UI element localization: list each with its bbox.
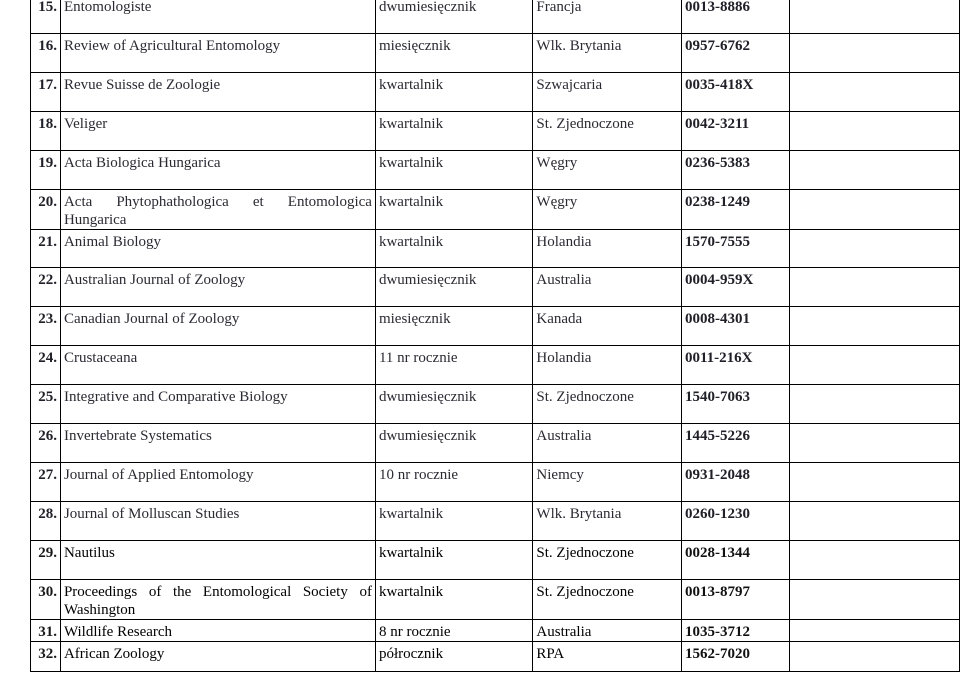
journal-title: Revue Suisse de Zoologie bbox=[60, 73, 375, 112]
journal-country: Szwajcaria bbox=[533, 73, 682, 112]
journal-country: Australia bbox=[533, 268, 682, 307]
empty-cell bbox=[789, 73, 959, 112]
row-number: 16. bbox=[31, 34, 61, 73]
table-row bbox=[31, 385, 960, 424]
empty-cell bbox=[789, 620, 959, 642]
journal-issn: 0013-8797 bbox=[681, 580, 789, 620]
journal-frequency: dwumiesięcznik bbox=[375, 268, 532, 307]
journal-title-line-1: Proceedings of the Entomological Society of bbox=[63, 584, 372, 600]
row-number: 21. bbox=[31, 230, 61, 268]
journal-frequency: 10 nr rocznie bbox=[375, 463, 532, 502]
journal-country: St. Zjednoczone bbox=[533, 385, 682, 424]
journal-frequency: kwartalnik bbox=[375, 190, 532, 230]
empty-cell bbox=[789, 580, 959, 620]
journal-frequency: półrocznik bbox=[375, 642, 532, 672]
row-number: 27. bbox=[31, 463, 61, 502]
journal-title: Review of Agricultural Entomology bbox=[60, 34, 375, 73]
table-row bbox=[31, 307, 960, 346]
row-number: 17. bbox=[31, 73, 61, 112]
empty-cell bbox=[789, 230, 959, 268]
journals-table-body bbox=[31, 0, 960, 672]
row-number: 26. bbox=[31, 424, 61, 463]
journal-country: Australia bbox=[533, 620, 682, 642]
journal-issn: 0004-959X bbox=[681, 268, 789, 307]
journal-title: Animal Biology bbox=[60, 230, 375, 268]
row-number: 31. bbox=[31, 620, 61, 642]
journal-title: African Zoology bbox=[60, 642, 375, 672]
row-number: 30. bbox=[31, 580, 61, 620]
row-number: 29. bbox=[31, 541, 61, 580]
empty-cell bbox=[789, 151, 959, 190]
empty-cell bbox=[789, 463, 959, 502]
journal-title: Australian Journal of Zoology bbox=[60, 268, 375, 307]
table-row bbox=[31, 268, 960, 307]
journal-title-line-2: Washington bbox=[63, 602, 136, 618]
empty-cell bbox=[789, 0, 959, 34]
journal-country: Wlk. Brytania bbox=[533, 34, 682, 73]
row-number: 23. bbox=[31, 307, 61, 346]
journal-issn: 0260-1230 bbox=[681, 502, 789, 541]
empty-cell bbox=[789, 307, 959, 346]
journal-issn: 0008-4301 bbox=[681, 307, 789, 346]
table-row bbox=[31, 620, 960, 642]
table-row bbox=[31, 642, 960, 672]
journal-frequency: kwartalnik bbox=[375, 151, 532, 190]
journal-frequency: kwartalnik bbox=[375, 230, 532, 268]
journal-country: Australia bbox=[533, 424, 682, 463]
journal-country: Węgry bbox=[533, 151, 682, 190]
journal-country: Holandia bbox=[533, 230, 682, 268]
journal-country: Węgry bbox=[533, 190, 682, 230]
journal-issn: 0011-216X bbox=[681, 346, 789, 385]
empty-cell bbox=[789, 502, 959, 541]
journal-issn: 0957-6762 bbox=[681, 34, 789, 73]
table-row bbox=[31, 151, 960, 190]
row-number: 25. bbox=[31, 385, 61, 424]
table-row bbox=[31, 73, 960, 112]
journal-title bbox=[60, 580, 375, 620]
journal-issn: 1540-7063 bbox=[681, 385, 789, 424]
journal-country: St. Zjednoczone bbox=[533, 112, 682, 151]
row-number: 22. bbox=[31, 268, 61, 307]
journal-frequency: miesięcznik bbox=[375, 307, 532, 346]
journal-country: RPA bbox=[533, 642, 682, 672]
empty-cell bbox=[789, 642, 959, 672]
empty-cell bbox=[789, 268, 959, 307]
journal-issn: 1445-5226 bbox=[681, 424, 789, 463]
journal-frequency: kwartalnik bbox=[375, 112, 532, 151]
journal-title: Journal of Applied Entomology bbox=[60, 463, 375, 502]
journal-country: Wlk. Brytania bbox=[533, 502, 682, 541]
journals-table bbox=[30, 0, 960, 672]
empty-cell bbox=[789, 385, 959, 424]
journal-frequency: dwumiesięcznik bbox=[375, 424, 532, 463]
journal-issn: 0238-1249 bbox=[681, 190, 789, 230]
journal-title-line-2: Hungarica bbox=[63, 212, 127, 228]
journal-frequency: miesięcznik bbox=[375, 34, 532, 73]
journal-country: Francja bbox=[533, 0, 682, 34]
journal-title: Entomologiste bbox=[60, 0, 375, 34]
journal-frequency: dwumiesięcznik bbox=[375, 0, 532, 34]
empty-cell bbox=[789, 424, 959, 463]
table-row bbox=[31, 230, 960, 268]
journal-issn: 0931-2048 bbox=[681, 463, 789, 502]
row-number: 20. bbox=[31, 190, 61, 230]
journal-title-line-1: Acta Phytophathologica et Entomologica bbox=[63, 194, 372, 210]
table-row bbox=[31, 502, 960, 541]
row-number: 18. bbox=[31, 112, 61, 151]
table-row bbox=[31, 580, 960, 620]
row-number: 15. bbox=[31, 0, 61, 34]
table-row bbox=[31, 0, 960, 34]
journal-frequency: dwumiesięcznik bbox=[375, 385, 532, 424]
journal-issn: 0035-418X bbox=[681, 73, 789, 112]
row-number: 28. bbox=[31, 502, 61, 541]
journal-issn: 1570-7555 bbox=[681, 230, 789, 268]
journal-title bbox=[60, 190, 375, 230]
empty-cell bbox=[789, 541, 959, 580]
table-row bbox=[31, 112, 960, 151]
journal-frequency: 11 nr rocznie bbox=[375, 346, 532, 385]
journal-frequency: kwartalnik bbox=[375, 502, 532, 541]
journal-title: Journal of Molluscan Studies bbox=[60, 502, 375, 541]
table-row bbox=[31, 34, 960, 73]
empty-cell bbox=[789, 34, 959, 73]
table-row bbox=[31, 190, 960, 230]
journal-frequency: kwartalnik bbox=[375, 73, 532, 112]
table-row bbox=[31, 463, 960, 502]
journal-title: Crustaceana bbox=[60, 346, 375, 385]
journal-issn: 0013-8886 bbox=[681, 0, 789, 34]
journal-title: Canadian Journal of Zoology bbox=[60, 307, 375, 346]
row-number: 24. bbox=[31, 346, 61, 385]
journal-issn: 0236-5383 bbox=[681, 151, 789, 190]
journal-issn: 0042-3211 bbox=[681, 112, 789, 151]
journal-country: Niemcy bbox=[533, 463, 682, 502]
journal-issn: 1035-3712 bbox=[681, 620, 789, 642]
journal-issn: 0028-1344 bbox=[681, 541, 789, 580]
journal-title: Acta Biologica Hungarica bbox=[60, 151, 375, 190]
journal-country: St. Zjednoczone bbox=[533, 541, 682, 580]
journal-country: Holandia bbox=[533, 346, 682, 385]
journal-issn: 1562-7020 bbox=[681, 642, 789, 672]
journal-country: St. Zjednoczone bbox=[533, 580, 682, 620]
empty-cell bbox=[789, 190, 959, 230]
row-number: 19. bbox=[31, 151, 61, 190]
journal-title: Nautilus bbox=[60, 541, 375, 580]
journal-title: Wildlife Research bbox=[60, 620, 375, 642]
journal-country: Kanada bbox=[533, 307, 682, 346]
journal-frequency: kwartalnik bbox=[375, 580, 532, 620]
journal-title: Integrative and Comparative Biology bbox=[60, 385, 375, 424]
table-row bbox=[31, 424, 960, 463]
journal-frequency: 8 nr rocznie bbox=[375, 620, 532, 642]
empty-cell bbox=[789, 346, 959, 385]
journal-title: Invertebrate Systematics bbox=[60, 424, 375, 463]
empty-cell bbox=[789, 112, 959, 151]
table-row bbox=[31, 346, 960, 385]
journal-frequency: kwartalnik bbox=[375, 541, 532, 580]
table-row bbox=[31, 541, 960, 580]
row-number: 32. bbox=[31, 642, 61, 672]
journal-title: Veliger bbox=[60, 112, 375, 151]
